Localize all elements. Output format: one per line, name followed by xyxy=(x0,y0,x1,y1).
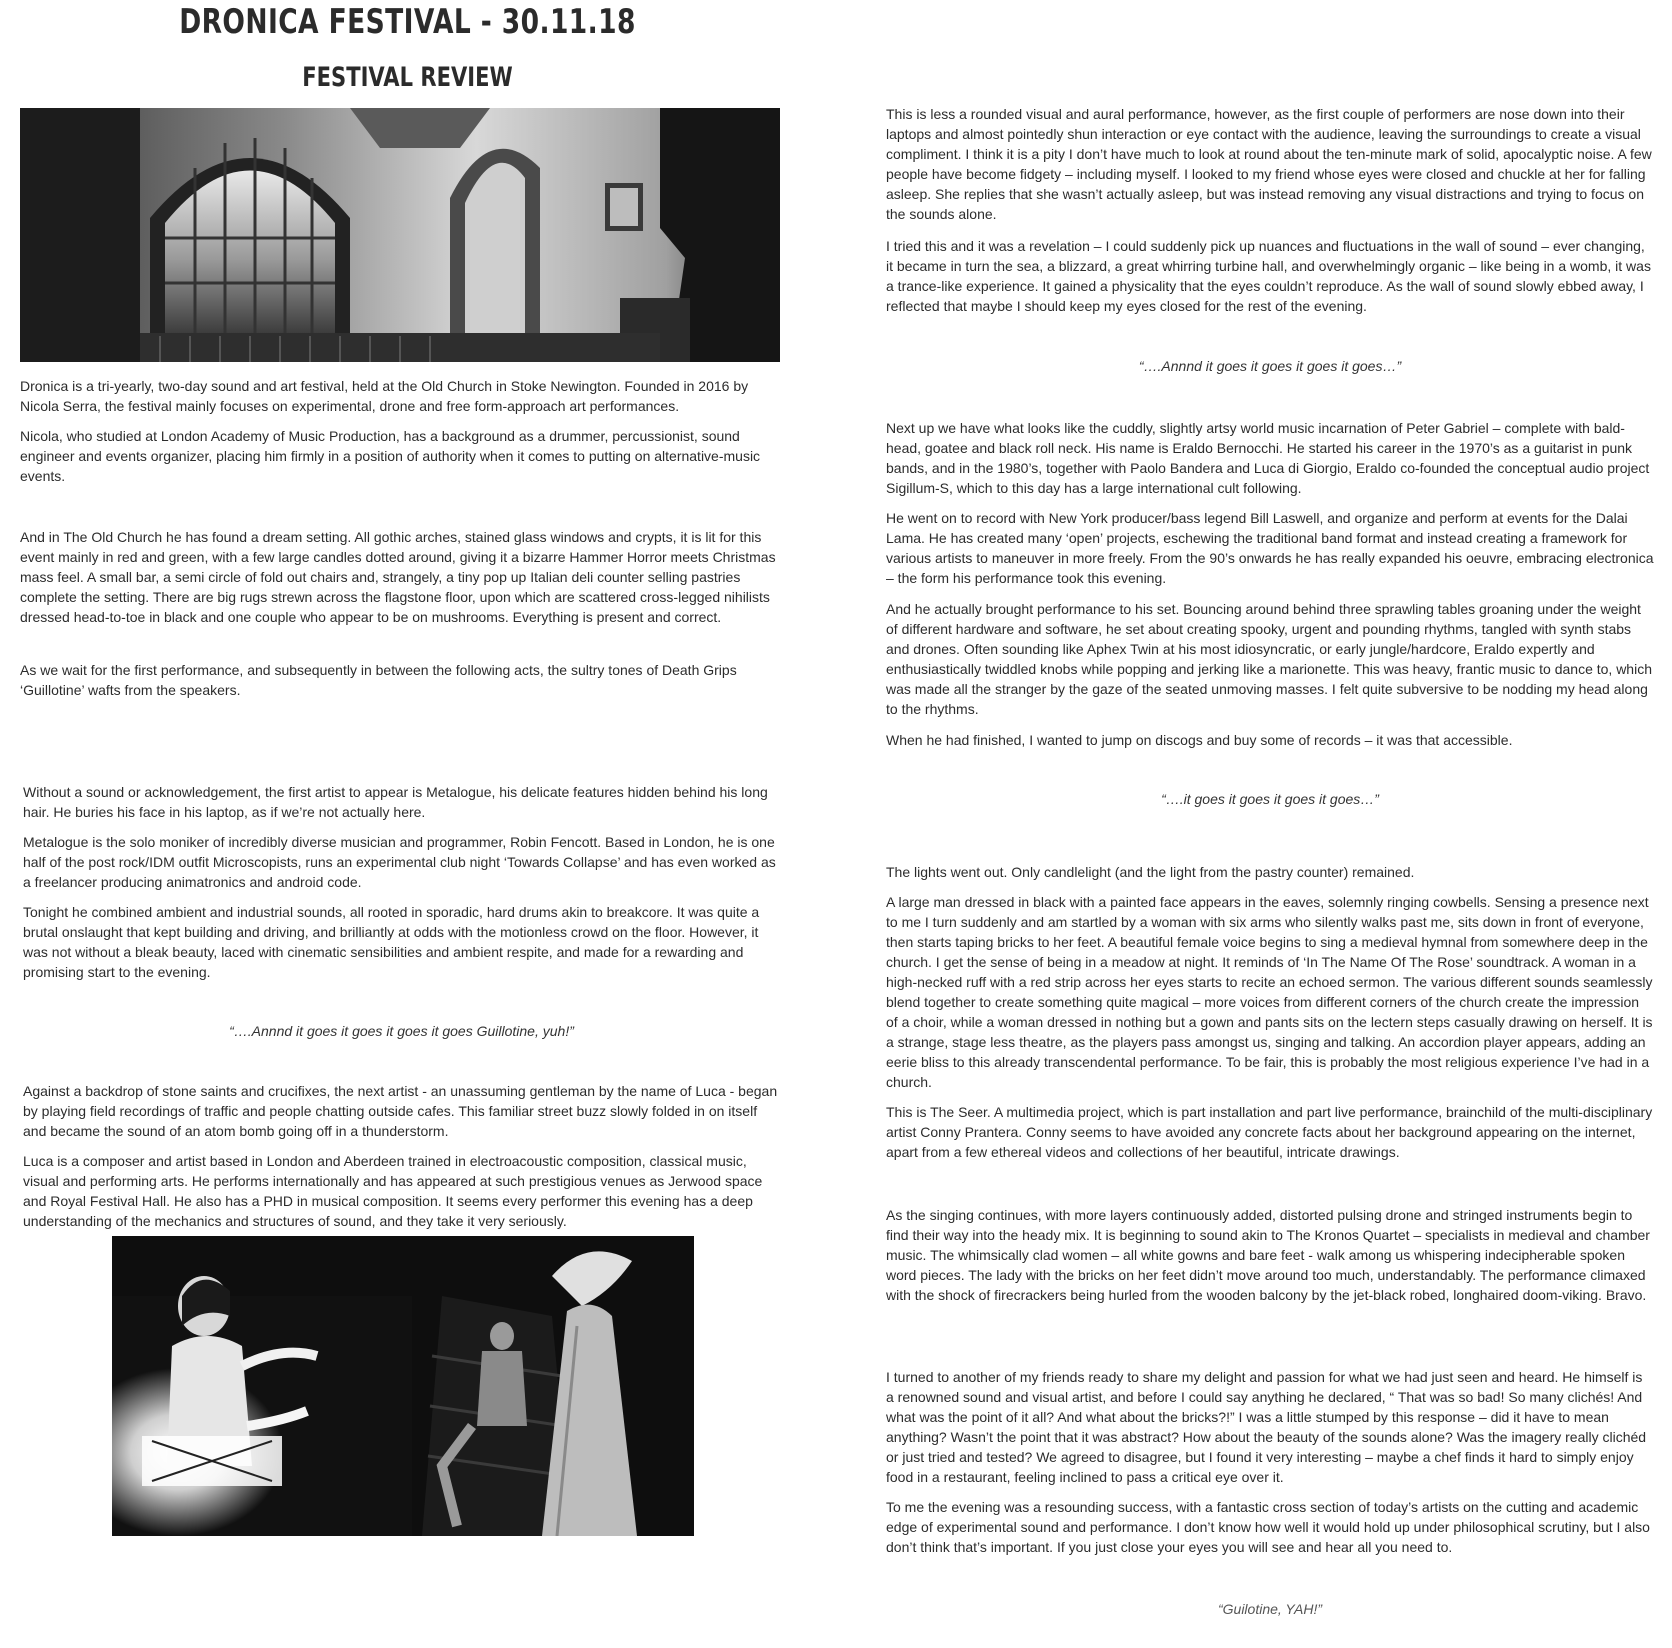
luca-bio-paragraph: Luca is a composer and artist based in London and Aberdeen trained in electroacoustic composition, classical music, visual and performing arts. He performs internationally and has appeared at such prestigious venues as Jerwood space and Royal Festival Hall. He also has a PHD in musical composition. It seems every performer this evening has a deep understanding of the mechanics and structures of sound, and they take it very seriously. xyxy=(23,1153,763,1229)
metalogue-intro-paragraph: Without a sound or acknowledgement, the first artist to appear is Metalogue, his delicate features hidden behind his long hair. He buries his face in his laptop, as if we’re not actually here. xyxy=(23,784,768,820)
visual-performance-paragraph: This is less a rounded visual and aural performance, however, as the first couple of performers are nose down into their laptops and almost pointedly shun interaction or eye contact with the audience, leaving the surroundings to create a visual compliment. I think it is a pity I don’t have much to look at round about the ten-minute mark of solid, apocalyptic noise. A few people have become fidgety – including myself. I looked to my friend whose eyes were closed and chuckle at her for falling asleep. She replies that she wasn’t actually asleep, but was instead removing any visual distractions and trying to focus on the sounds alone. xyxy=(886,106,1652,222)
eraldo-career-paragraph: He went on to record with New York producer/bass legend Bill Laswell, and organize and perform at events for the Dalai Lama. He has created many ‘open’ projects, eschewing the traditional band format and instead creating a framework for various artists to maneuver in more freely. From the 90’s onwards he has really expanded his oeuvre, embracing electronica – the form his performance took this evening. xyxy=(886,510,1654,586)
venue-paragraph: And in The Old Church he has found a dream setting. All gothic arches, stained glass windows and crypts, it is lit for this event mainly in red and green, with a few large candles dotted around, giving it a bizarre Hammer Horror meets Christmas mass feel. A small bar, a semi circle of fold out chairs and, strangely, a tiny pop up Italian deli counter selling pastries complete the setting. There are big rugs strewn across the flagstone floor, upon which are scattered cross-legged nihilists dressed head-to-toe in black and one couple who appear to be on mushrooms. Everything is present and correct. xyxy=(20,529,776,625)
founder-paragraph: Nicola, who studied at London Academy of Music Production, has a background as a drummer, percussionist, sound engineer and events organizer, placing him firmly in a position of authority when it comes to putting on alternative-music events. xyxy=(20,428,761,484)
guilotine-yah-quote: “Guilotine, YAH!” xyxy=(1217,1601,1322,1617)
page-subtitle: FESTIVAL REVIEW xyxy=(302,62,513,93)
annnd-quote: “….Annnd it goes it goes it goes it goes…” xyxy=(1138,358,1402,374)
church-interior-photo xyxy=(20,108,780,362)
metalogue-review-paragraph: Tonight he combined ambient and industrial sounds, all rooted in sporadic, hard drums akin to breakcore. It was quite a brutal onslaught that kept building and driving, and brilliantly at odds with the motionless crowd on the floor. However, it was not without a bleak beauty, laced with cinematic sensibilities and ambient respite, and made for a rewarding and promising start to the evening. xyxy=(23,904,760,980)
wait-paragraph: As we wait for the first performance, and subsequently in between the following acts, the sultry tones of Death Grips ‘Guillotine’ wafts from the speakers. xyxy=(20,662,737,698)
eraldo-intro-paragraph: Next up we have what looks like the cuddly, slightly artsy world music incarnation of Peter Gabriel – complete with bald-head, goatee and black roll neck. His name is Eraldo Bernocchi. He started his career in the 1970’s as a guitarist in punk bands, and in the 1980’s, together with Paolo Bandera and Luca di Giorgio, Eraldo co-founded the conceptual audio project Sigillum-S, which to this day has a large international cult following. xyxy=(886,420,1650,496)
lights-out-paragraph: The lights went out. Only candlelight (and the light from the pastry counter) remained. xyxy=(886,864,1415,880)
metalogue-bio-paragraph: Metalogue is the solo moniker of incredibly diverse musician and programmer, Robin Fencott. Based in London, he is one half of the post rock/IDM outfit Microscopists, runs an experimental club night ‘Towards Collapse’ and has even worked as a freelancer producing animatronics and android code. xyxy=(23,834,776,890)
luca-intro-paragraph: Against a backdrop of stone saints and crucifixes, the next artist - an unassuming gentleman by the name of Luca - began by playing field recordings of traffic and people chatting outside cafes. This familiar street buzz slowly folded in on itself and became the sound of an atom bomb going off in a thunderstorm. xyxy=(23,1083,778,1139)
seer-bio-paragraph: This is The Seer. A multimedia project, which is part installation and part live performance, brainchild of the multi-disciplinary artist Conny Prantera. Conny seems to have avoided any concrete facts about her background appearing on the internet, apart from a few ethereal videos and collections of her beautiful, intricate drawings. xyxy=(886,1104,1653,1160)
guillotine-quote: “….Annnd it goes it goes it goes it goes Guillotine, yuh!” xyxy=(229,1023,574,1039)
conclusion-paragraph: To me the evening was a resounding success, with a fantastic cross section of today’s artists on the cutting and academic edge of experimental sound and performance. I don’t know how well it would hold up under philosophical scrutiny, but I also don’t think that’s important. If you just close your eyes you will see and hear all you need to. xyxy=(886,1499,1650,1555)
revelation-paragraph: I tried this and it was a revelation – I could suddenly pick up nuances and fluctuations in the wall of sound – ever changing, it became in turn the sea, a blizzard, a great whirring turbine hall, and overwhelmingly organic – like being in a womb, it was a trance-like experience. It gained a physicality that the eyes couldn’t reproduce. As the wall of sound slowly ebbed away, I reflected that maybe I should keep my eyes closed for the rest of the evening. xyxy=(886,238,1651,314)
eraldo-performance-paragraph: And he actually brought performance to his set. Bouncing around behind three sprawling tables groaning under the weight of different hardware and software, he set about creating spooky, urgent and pounding rhythms, tangled with synth stabs and drones. Often sounding like Aphex Twin at his most idiosyncratic, or early jungle/hardcore, Eraldo expertly and enthusiastically twiddled knobs while popping and jerking like a marionette. This was heavy, frantic music to dance to, which was made all the stranger by the gaze of the seated unmoving masses. I felt quite subversive to be nodding my head along to the rhythms. xyxy=(886,601,1652,717)
discogs-paragraph: When he had finished, I wanted to jump on discogs and buy some of records – it was that accessible. xyxy=(886,732,1513,748)
singing-paragraph: As the singing continues, with more layers continuously added, distorted pulsing drone and stringed instruments begin to find their way into the heady mix. It is beginning to sound akin to The Kronos Quartet – specialists in medieval and chamber music. The whimsically clad women – all white gowns and bare feet - walk among us whispering indecipherable spoken word pieces. The lady with the bricks on her feet didn’t move around too much, understandably. The performance climaxed with the shock of firecrackers being hurled from the wooden balcony by the jet-black robed, longhaired doom-viking. Bravo. xyxy=(886,1207,1650,1303)
friend-reaction-paragraph: I turned to another of my friends ready to share my delight and passion for what we had just seen and heard. He himself is a renowned sound and visual artist, and before I could say anything he declared, “ That was so bad! So many clichés! And what was the point of it all? And what about the bricks?!” I was a little stumped by this response – did it have to mean anything? Wasn’t the point that it was abstract? How about the beauty of the sounds alone? Was the imagery really clichéd or just tried and tested? We agreed to disagree, but I found it very interesting – maybe a chef finds it hard to simply enjoy food in a restaurant, feeling inclined to pass a critical eye over it. xyxy=(886,1369,1647,1485)
page-title: DRONICA FESTIVAL - 30.11.18 xyxy=(179,2,636,42)
it-goes-quote: “….it goes it goes it goes it goes…” xyxy=(1161,791,1379,807)
performance-photo xyxy=(112,1236,694,1536)
intro-paragraph: Dronica is a tri-yearly, two-day sound and art festival, held at the Old Church in Stoke Newington. Founded in 2016 by Nicola Serra, the festival mainly focuses on experimental, drone and free form-approach art performances. xyxy=(20,378,749,414)
seer-performance-paragraph: A large man dressed in black with a painted face appears in the eaves, solemnly ringing cowbells. Sensing a presence next to me I turn suddenly and am startled by a woman with six arms who silently walks past me, sits down in front of everyone, then starts taping bricks to her feet. A beautiful female voice begins to sing a medieval hymnal from somewhere deep in the church. I get the sense of being in a meadow at night. It reminds of ‘In The Name Of The Rose’ soundtrack. A woman in a high-necked ruff with a red strip across her eyes starts to recite an echoed sermon. The various different sounds seamlessly blend together to create something quite magical – more voices from different corners of the church create the impression of a choir, while a woman dressed in nothing but a gown and pants sits on the lectern steps casually drawing on herself. It is a strange, stage less theatre, as the players pass amongst us, singing and talking. An accordion player appears, adding an eerie bliss to this already transcendental performance. To be fair, this is probably the most religious experience I’ve had in a church. xyxy=(886,894,1653,1090)
